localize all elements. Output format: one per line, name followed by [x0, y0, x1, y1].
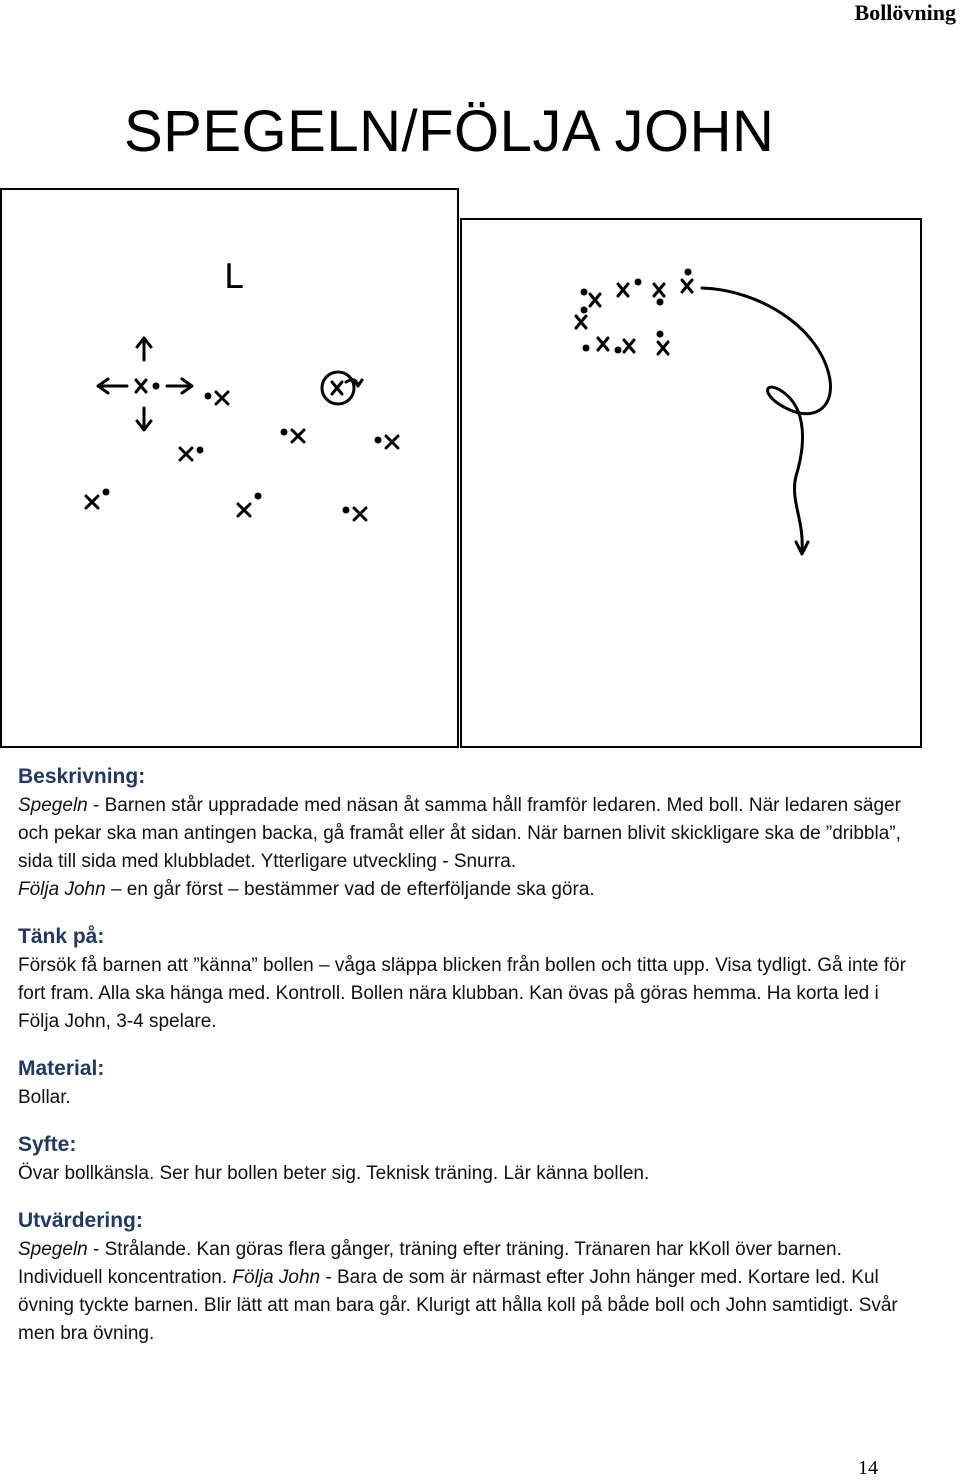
- spegeln-sketch: [2, 190, 457, 746]
- john-path: [702, 288, 830, 550]
- header-section-title: Bollövning: [854, 0, 956, 25]
- player-marks: [86, 372, 398, 520]
- folja-john-sketch: [462, 220, 920, 746]
- syfte-text: Övar bollkänsla. Ser hur bollen beter sig. Teknisk träning. Lär känna bollen.: [18, 1163, 650, 1184]
- player-marks: [576, 270, 692, 354]
- page-number: 14: [858, 1457, 878, 1479]
- spegeln-diagram: [0, 188, 459, 748]
- material-text: Bollar.: [18, 1087, 71, 1108]
- folja-john-diagram: [460, 218, 922, 748]
- utvardering-text: Spegeln - Strålande. Kan göras flera gånger, träning efter träning. Tränaren har kKoll över barnen. Individuell koncentration. Följa John - Bara de som är närmast efter John hänger med. Kortare led. Kul övning tyckte barnen. Blir lätt att man bara går. Klurigt att hålla koll på både boll och John samtidigt. Svår men bra övning.: [18, 1239, 898, 1344]
- section-heading-material: Material:: [18, 1057, 105, 1080]
- page-title: SPEGELN/FÖLJA JOHN: [124, 99, 775, 164]
- leader-label: L: [224, 257, 243, 297]
- section-heading-tank-pa: Tänk på:: [18, 925, 105, 948]
- exercise-description: [18, 762, 918, 1348]
- section-heading-utvardering: Utvärdering:: [18, 1209, 143, 1232]
- direction-arrows: [98, 338, 192, 430]
- section-heading-syfte: Syfte:: [18, 1133, 77, 1156]
- tank-pa-text: Försök få barnen att ”känna” bollen – våga släppa blicken från bollen och titta upp. Visa tydligt. Gå inte för fort fram. Alla ska hänga med. Kontroll. Bollen nära klubban. Kan övas på göras hemma. Ha korta led i Följa John, 3-4 spelare.: [18, 955, 906, 1032]
- section-heading-beskrivning: Beskrivning:: [18, 765, 146, 788]
- beskrivning-text: Spegeln - Barnen står uppradade med näsan åt samma håll framför ledaren. Med boll. När ledaren säger och pekar ska man antingen backa, gå framåt eller åt sidan. När barnen blivit skickligare ska de ”dribbla”, sida till sida med klubbladet. Ytterligare utveckling - Snurra. Följa John – en går först – bestämmer vad de efterföljande ska göra.: [18, 795, 901, 900]
